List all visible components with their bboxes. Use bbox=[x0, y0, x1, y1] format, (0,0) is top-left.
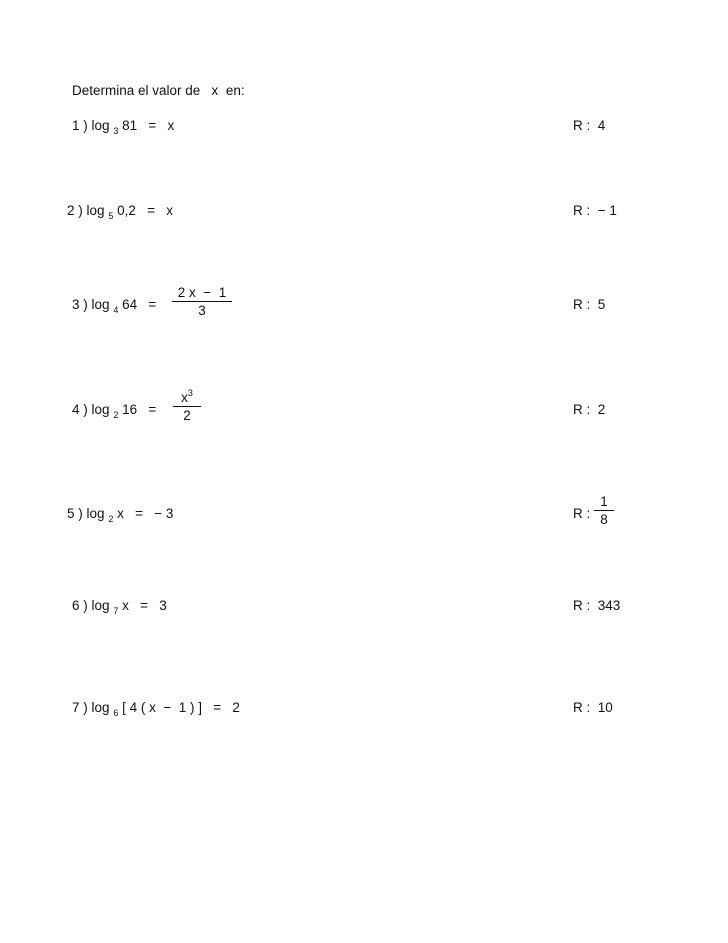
problem-4-answer bbox=[573, 402, 605, 417]
problem-1-answer-value: 4 bbox=[597, 118, 606, 133]
problem-6-number: 6 ) bbox=[72, 598, 88, 613]
problem-5-answer bbox=[573, 506, 590, 521]
problem-6-base: 7 bbox=[113, 606, 119, 616]
problem-6-answer-prefix: R : bbox=[573, 598, 591, 613]
problem-6-argument: x bbox=[122, 598, 129, 613]
problem-4-rhs-denominator: 2 bbox=[183, 408, 191, 423]
problem-3-equation bbox=[72, 297, 157, 315]
problem-2-base: 5 bbox=[108, 211, 114, 221]
problem-5-log: log bbox=[86, 506, 105, 521]
problem-7-log: log bbox=[91, 700, 110, 715]
problem-5-number: 5 ) bbox=[67, 506, 83, 521]
problem-3-answer bbox=[573, 297, 605, 312]
problem-2-rhs: = x bbox=[147, 203, 174, 218]
problem-4-equals: = bbox=[148, 402, 157, 417]
problem-4-equation bbox=[72, 402, 157, 420]
problem-2-answer bbox=[573, 203, 617, 218]
problem-1-equation bbox=[72, 118, 175, 136]
problem-7-answer bbox=[573, 700, 613, 715]
problem-3-rhs-fraction bbox=[172, 285, 232, 318]
problem-2-equation bbox=[67, 203, 174, 221]
problem-7-number: 7 ) bbox=[72, 700, 88, 715]
problem-7-answer-value: 10 bbox=[597, 700, 613, 715]
problem-3-number: 3 ) bbox=[72, 297, 88, 312]
problem-3-base: 4 bbox=[113, 305, 119, 315]
problem-4-base: 2 bbox=[113, 410, 119, 420]
problem-2-answer-value: − 1 bbox=[597, 203, 617, 218]
problem-5-argument: x bbox=[117, 506, 124, 521]
problem-2-number: 2 ) bbox=[67, 203, 83, 218]
problem-4-number: 4 ) bbox=[72, 402, 88, 417]
problem-3-log: log bbox=[91, 297, 110, 312]
problem-4-rhs-numerator-base: x bbox=[181, 390, 188, 405]
problem-5-answer-denominator: 8 bbox=[600, 512, 608, 527]
problem-4-answer-prefix: R : bbox=[573, 402, 591, 417]
problem-5-answer-numerator: 1 bbox=[594, 494, 614, 511]
problem-4-log: log bbox=[91, 402, 110, 417]
problem-1-answer bbox=[573, 118, 605, 133]
problem-1-argument: 81 bbox=[122, 118, 138, 133]
problem-3-answer-value: 5 bbox=[597, 297, 606, 312]
problem-7-rhs: = 2 bbox=[213, 700, 240, 715]
problem-7-base: 6 bbox=[113, 708, 119, 718]
problem-2-log: log bbox=[86, 203, 105, 218]
problem-5-answer-fraction bbox=[594, 494, 614, 527]
problem-5-rhs: = − 3 bbox=[135, 506, 174, 521]
problem-7-answer-prefix: R : bbox=[573, 700, 591, 715]
problem-6-rhs: = 3 bbox=[140, 598, 167, 613]
problem-1-answer-prefix: R : bbox=[573, 118, 591, 133]
problem-6-log: log bbox=[91, 598, 110, 613]
problem-5-answer-prefix: R : bbox=[573, 506, 591, 521]
problem-1-log: log bbox=[91, 118, 110, 133]
problem-7-argument: [ 4 ( x − 1 ) ] bbox=[122, 700, 202, 715]
problem-6-answer bbox=[573, 598, 620, 613]
worksheet-heading: Determina el valor de x en: bbox=[72, 83, 245, 98]
problem-7-equation bbox=[72, 700, 240, 718]
problem-2-answer-prefix: R : bbox=[573, 203, 591, 218]
problem-2-argument: 0,2 bbox=[117, 203, 136, 218]
problem-4-argument: 16 bbox=[122, 402, 138, 417]
problem-4-rhs-numerator-exponent: 3 bbox=[187, 388, 193, 398]
problem-1-base: 3 bbox=[113, 126, 119, 136]
problem-5-base: 2 bbox=[108, 514, 114, 524]
problem-3-equals: = bbox=[148, 297, 157, 312]
problem-6-equation bbox=[72, 598, 167, 616]
problem-1-number: 1 ) bbox=[72, 118, 88, 133]
problem-4-rhs-fraction bbox=[173, 390, 201, 423]
problem-1-rhs: = x bbox=[148, 118, 175, 133]
problem-4-answer-value: 2 bbox=[597, 402, 606, 417]
problem-4-rhs-numerator bbox=[173, 390, 201, 407]
problem-5-equation bbox=[67, 506, 174, 524]
problem-3-answer-prefix: R : bbox=[573, 297, 591, 312]
problem-3-rhs-numerator: 2 x − 1 bbox=[172, 285, 232, 302]
problem-6-answer-value: 343 bbox=[597, 598, 621, 613]
problem-3-argument: 64 bbox=[122, 297, 138, 312]
problem-3-rhs-denominator: 3 bbox=[198, 303, 206, 318]
